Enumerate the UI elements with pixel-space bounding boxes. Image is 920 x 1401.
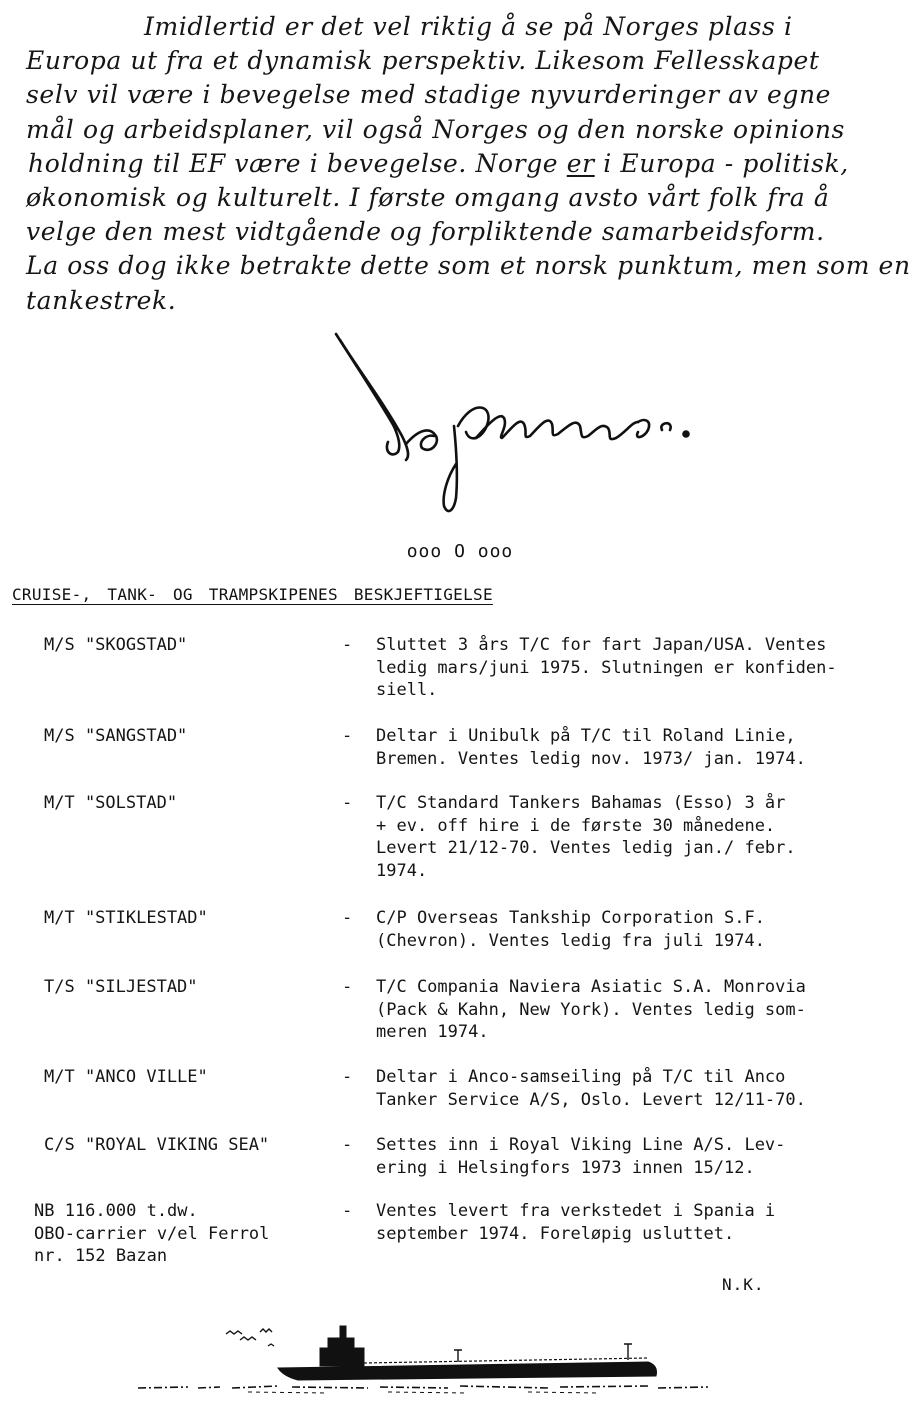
letter-segment: i Europa - politisk, [603, 148, 849, 178]
dash: - [342, 726, 353, 746]
letter-line: La oss dog ikke betrakte dette som et norsk punktum, men som en [26, 251, 911, 281]
dash: - [342, 908, 353, 928]
letter-line: tankestrek. [26, 285, 177, 315]
letter-line: mål og arbeidsplaner, vil også Norges og den norske opinions [26, 114, 845, 144]
dash: - [342, 1201, 353, 1221]
ship-name: C/S "ROYAL VIKING SEA" [44, 1135, 270, 1155]
ship-name: M/T "ANCO VILLE" [44, 1067, 208, 1087]
letter-line: Europa ut fra et dynamisk perspektiv. Likesom Fellesskapet [26, 46, 820, 76]
ship-status: Ventes levert fra verkstedet i Spania i september 1974. Foreløpig usluttet. [376, 1201, 776, 1244]
letter-line: økonomisk og kulturelt. I første omgang avsto vårt folk fra å [26, 183, 830, 213]
handwritten-signature [326, 326, 726, 526]
author-initials: N.K. [722, 1275, 765, 1294]
ship-name: M/T "STIKLESTAD" [44, 908, 208, 928]
ship-status: Deltar i Anco-samseiling på T/C til Anco Tanker Service A/S, Oslo. Levert 12/11-70. [376, 1067, 806, 1110]
ship-name: M/T "SOLSTAD" [44, 793, 178, 813]
letter-line: Imidlertid er det vel riktig å se på Norges plass i [144, 12, 793, 41]
ship-status: Settes inn i Royal Viking Line A/S. Lev- ering i Helsingfors 1973 innen 15/12. [376, 1135, 786, 1178]
ship-name: M/S "SANGSTAD" [44, 726, 188, 746]
dash: - [342, 1135, 353, 1155]
ship-status: Deltar i Unibulk på T/C til Roland Linie, Bremen. Ventes ledig nov. 1973/ jan. 1974. [376, 726, 806, 769]
letter-underlined-word: er [566, 148, 595, 178]
dash: - [342, 1067, 353, 1087]
letter-segment: holdning til EF være i bevegelse. Norge [28, 148, 559, 178]
letter-line: velge den mest vidtgående og forpliktende samarbeidsform. [26, 217, 825, 247]
ship-illustration [128, 1318, 728, 1398]
ship-status: T/C Standard Tankers Bahamas (Esso) 3 år + ev. off hire i de første 30 månedene. Levert 21/12-70. Ventes ledig jan./ febr. 1974. [376, 793, 796, 881]
handwritten-paragraph [26, 10, 911, 318]
ship-name: M/S "SKOGSTAD" [44, 635, 188, 655]
letter-line: selv vil være i bevegelse med stadige nyvurderinger av egne [26, 80, 832, 110]
dash: - [342, 793, 353, 813]
ship-name: T/S "SILJESTAD" [44, 977, 198, 997]
separator: ooo O ooo [406, 541, 514, 562]
letter-line [26, 147, 906, 181]
section-heading: CRUISE-, TANK- OG TRAMPSKIPENES BESKJEFTIGELSE [12, 585, 493, 604]
ship-status: C/P Overseas Tankship Corporation S.F. (Chevron). Ventes ledig fra juli 1974. [376, 908, 765, 951]
dash: - [342, 635, 353, 655]
ship-status: T/C Compania Naviera Asiatic S.A. Monrovia (Pack & Kahn, New York). Ventes ledig som- meren 1974. [376, 977, 806, 1042]
ship-status: Sluttet 3 års T/C for fart Japan/USA. Ventes ledig mars/juni 1975. Slutningen er konfiden- siell. [376, 635, 837, 700]
dash: - [342, 977, 353, 997]
ship-name: NB 116.000 t.dw. OBO-carrier v/el Ferrol nr. 152 Bazan [34, 1201, 270, 1266]
